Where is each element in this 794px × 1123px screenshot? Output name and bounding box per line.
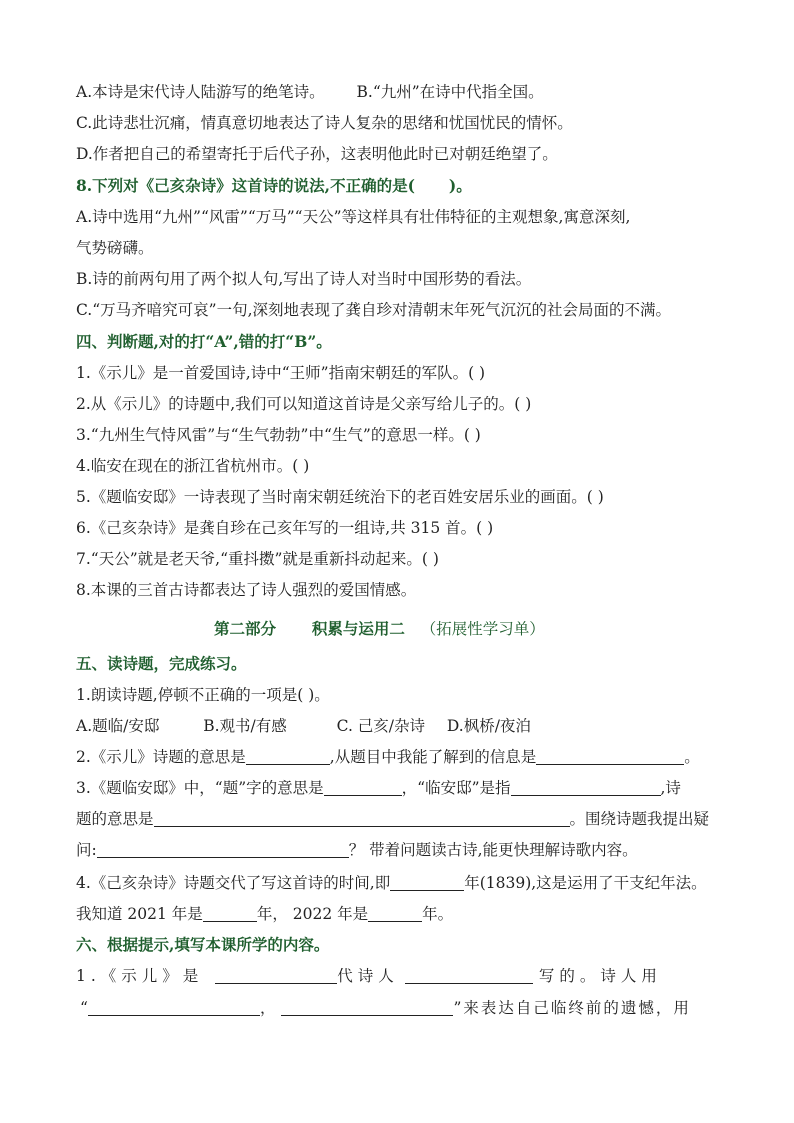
s5-q4-blank-1[interactable] <box>390 874 464 891</box>
part2-sub: （拓展性学习单） <box>420 620 545 638</box>
section4-item-4: 4.临安在现在的浙江省杭州市。( ) <box>76 457 310 475</box>
section6-title: 六、根据提示,填写本课所学的内容。 <box>76 935 330 954</box>
section5-q3-line3: 问: ？ 带着问题读古诗,能更快理解诗歌内容。 <box>76 841 638 859</box>
q8-option-b: B.诗的前两句用了两个拟人句,写出了诗人对当时中国形势的看法。 <box>76 270 532 288</box>
section4-title: 四、判断题,对的打“A”,错的打“B”。 <box>76 332 332 351</box>
section5-q4-line1: 4.《己亥杂诗》诗题交代了写这首诗的时间,即 年(1839),这是运用了干支纪年法。 <box>76 874 707 892</box>
section4-item-6: 6.《己亥杂诗》是龚自珍在己亥年写的一组诗,共 315 首。( ) <box>76 519 494 537</box>
section6-line2: “ ， ”来表达自己临终前的遗憾，用 <box>80 999 691 1017</box>
q7-option-c: C.此诗悲壮沉痛，情真意切地表达了诗人复杂的思绪和忧国忧民的情怀。 <box>76 114 573 132</box>
s6-blank-poet[interactable] <box>405 967 533 984</box>
s5-q3-blank-2[interactable] <box>511 779 661 796</box>
s5-q4-blank-3[interactable] <box>368 905 422 922</box>
section5-q3-line2: 题的意思是 。围绕诗题我提出疑 <box>76 810 710 828</box>
section5-q2: 2.《示儿》诗题的意思是 ,从题目中我能了解到的信息是 。 <box>76 748 700 766</box>
q8-option-a-line1: A.诗中选用“九州”“风雷”“万马”“天公”等这样具有壮伟特征的主观想象,寓意深刻, <box>76 208 631 226</box>
section6-line1: 1.《示儿》是 代诗人 写的。诗人用 <box>76 967 662 985</box>
part2-name: 积累与运用二 <box>311 619 405 638</box>
s5-q2-blank-1[interactable] <box>246 748 330 765</box>
s5-q4-blank-2[interactable] <box>203 905 257 922</box>
q7-option-d: D.作者把自己的希望寄托于后代子孙，这表明他此时已对朝廷绝望了。 <box>76 145 558 163</box>
section4-item-2: 2.从《示儿》的诗题中,我们可以知道这首诗是父亲写给儿子的。( ) <box>76 395 532 413</box>
s5-q1-opt-d: D.枫桥/夜泊 <box>446 717 531 735</box>
section4-item-7: 7.“天公”就是老天爷,“重抖擞”就是重新抖动起来。( ) <box>76 550 439 568</box>
section5-q4-line2: 我知道 2021 年是 年， 2022 年是 年。 <box>76 905 454 923</box>
section4-item-5: 5.《题临安邸》一诗表现了当时南宋朝廷统治下的老百姓安居乐业的画面。( ) <box>76 488 604 506</box>
q8-option-c: C.“万马齐喑究可哀”一句,深刻地表现了龚自珍对清朝末年死气沉沉的社会局面的不满。 <box>76 301 672 319</box>
s6-blank-verse-1[interactable] <box>88 999 260 1016</box>
s5-q1-opt-a: A.题临/安邸 <box>76 717 160 735</box>
section5-q3-line1: 3.《题临安邸》中，“题”字的意思是 ，“临安邸”是指 ,诗 <box>76 779 681 797</box>
q8-option-a-line2: 气势磅礴。 <box>76 239 154 257</box>
section4-item-8: 8.本课的三首古诗都表达了诗人强烈的爱国情感。 <box>76 581 417 599</box>
s5-q2-blank-2[interactable] <box>536 748 684 765</box>
section5-q1: 1.朗读诗题,停顿不正确的一项是( )。 <box>76 686 330 704</box>
section5-q1-options <box>76 716 531 736</box>
section4-item-1: 1.《示儿》是一首爱国诗,诗中“王师”指南宋朝廷的军队。( ) <box>76 364 486 382</box>
part2-heading <box>214 619 545 639</box>
s5-q3-blank-1[interactable] <box>324 779 402 796</box>
q7-option-b: B.“九州”在诗中代指全国。 <box>356 83 544 101</box>
q7-option-a-b-line <box>76 82 544 102</box>
section4-item-3: 3.“九州生气恃风雷”与“生气勃勃”中“生气”的意思一样。( ) <box>76 426 481 444</box>
s6-blank-verse-2[interactable] <box>281 999 453 1016</box>
part2-label: 第二部分 <box>214 619 277 638</box>
s5-q3-blank-4[interactable] <box>97 841 349 858</box>
s5-q1-opt-b: B.观书/有感 <box>203 717 287 735</box>
s6-blank-dynasty[interactable] <box>215 967 337 984</box>
q8-stem: 8.下列对《己亥杂诗》这首诗的说法,不正确的是( )。 <box>76 176 472 195</box>
s5-q1-opt-c: C. 己亥/杂诗 <box>336 717 426 735</box>
s5-q3-blank-3[interactable] <box>154 810 570 827</box>
q7-option-a: A.本诗是宋代诗人陆游写的绝笔诗。 <box>76 83 325 101</box>
section5-title: 五、读诗题，完成练习。 <box>76 654 247 673</box>
